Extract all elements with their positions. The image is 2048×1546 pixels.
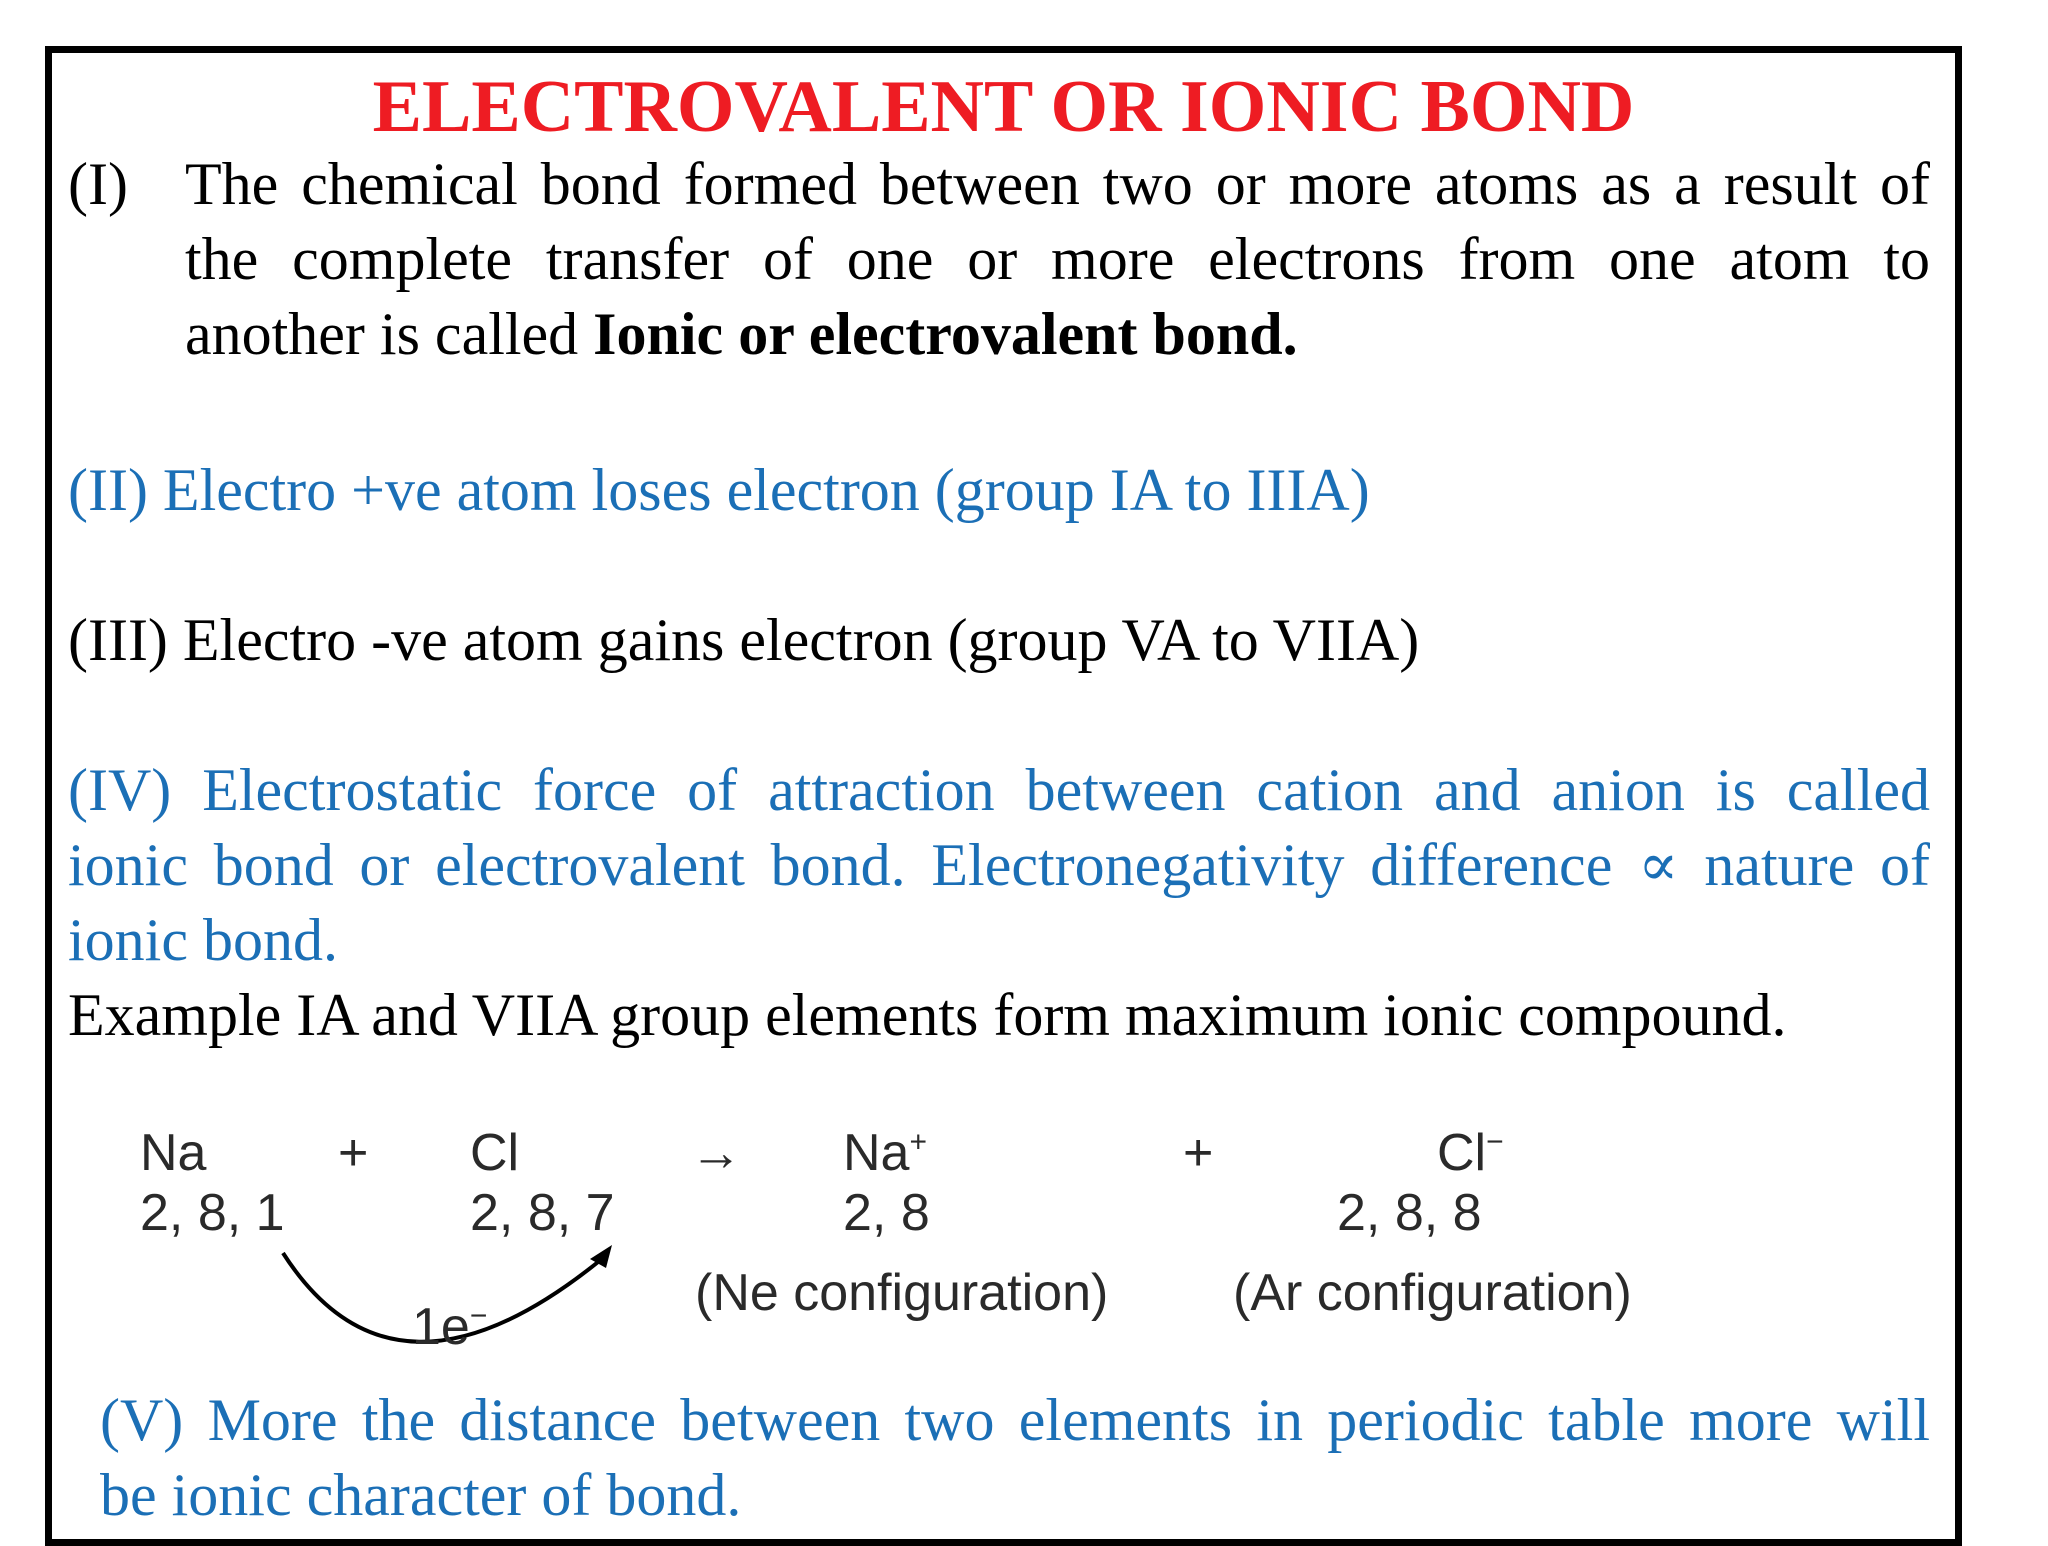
plus-sign-2: + xyxy=(1183,1124,1214,1182)
point-4-line-2: ionic bond or electrovalent bond. Electronegativity difference ∝ nature of xyxy=(68,832,1930,898)
product-na-config: 2, 8 xyxy=(843,1184,930,1242)
point-2: (II) Electro +ve atom loses electron (group IA to IIIA) xyxy=(68,457,1370,523)
reactant-cl: Cl xyxy=(470,1124,520,1182)
product-na-note: (Ne configuration) xyxy=(695,1264,1109,1322)
slide-title: ELECTROVALENT OR IONIC BOND xyxy=(372,66,1635,148)
ionic-bond-term: Ionic or electrovalent bond. xyxy=(593,301,1298,367)
transfer-electron-charge: − xyxy=(469,1299,488,1333)
point-1-line-2: the complete transfer of one or more electrons from one atom to xyxy=(185,226,1930,292)
product-cl-charge: − xyxy=(1486,1125,1504,1159)
reaction-arrow: → xyxy=(690,1124,742,1182)
plus-sign-1: + xyxy=(338,1124,369,1182)
product-cl-symbol: Cl xyxy=(1437,1124,1487,1182)
point-4-line-3: ionic bond. xyxy=(68,907,338,973)
point-3: (III) Electro -ve atom gains electron (group VA to VIIA) xyxy=(68,607,1420,673)
example-text: Example IA and VIIA group elements form maximum ionic compound. xyxy=(68,982,1787,1048)
reactant-na: Na xyxy=(140,1124,207,1182)
point-5-line-2: be ionic character of bond. xyxy=(100,1462,742,1528)
point-1-line-1: The chemical bond formed between two or more atoms as a result of xyxy=(185,151,1930,217)
reactant-na-config: 2, 8, 1 xyxy=(140,1184,285,1242)
product-na-charge: + xyxy=(909,1125,928,1159)
transfer-electron-text: 1e xyxy=(412,1298,470,1356)
point-1-line-3-text: another is called xyxy=(185,301,594,367)
transfer-electron-label xyxy=(412,1297,487,1357)
point-5-line-1: (V) More the distance between two elements in periodic table more will xyxy=(100,1387,1930,1453)
point-4-line-1: (IV) Electrostatic force of attraction between cation and anion is called xyxy=(68,757,1930,823)
product-cl-note: (Ar configuration) xyxy=(1233,1264,1632,1322)
reactant-cl-config: 2, 8, 7 xyxy=(470,1184,615,1242)
product-na-symbol: Na xyxy=(843,1124,910,1182)
product-cl-config: 2, 8, 8 xyxy=(1337,1184,1482,1242)
point-1-label: (I) xyxy=(68,151,128,217)
